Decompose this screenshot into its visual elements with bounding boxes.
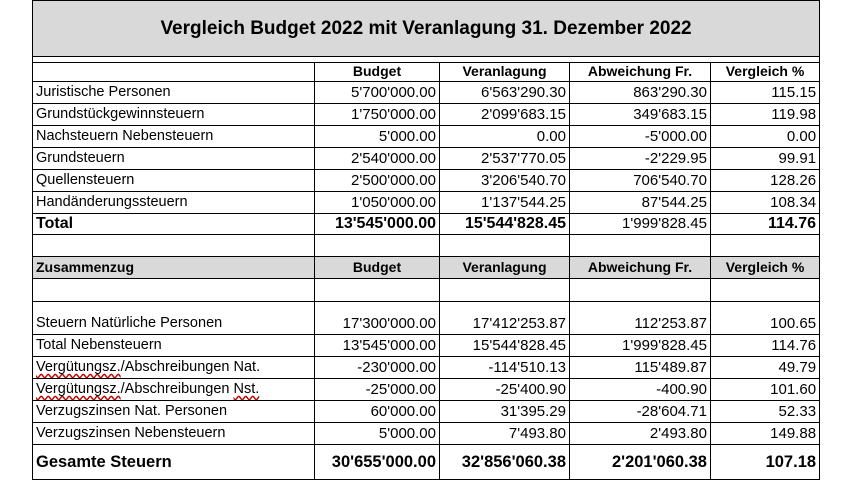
veranlagung-cell: 7'493.80 [440, 423, 570, 445]
label-suffix: /Abschreibungen Nat. [120, 359, 261, 375]
budget-cell: 60'000.00 [315, 401, 440, 423]
grand-total-veranlagung: 32'856'060.38 [440, 445, 570, 480]
table-row [33, 423, 820, 445]
vergleich-cell: 115.15 [711, 82, 820, 104]
veranlagung-cell: 31'395.29 [440, 401, 570, 423]
row-label: Total Nebensteuern [33, 335, 315, 357]
row-label: Quellensteuern [33, 170, 315, 192]
veranlagung-cell: 2'537'770.05 [440, 148, 570, 170]
vergleich-cell: 49.79 [711, 357, 820, 379]
total-abweichung: 1'999'828.45 [570, 214, 711, 235]
col-header-abweichung: Abweichung Fr. [570, 63, 711, 82]
budget-cell: 5'000.00 [315, 126, 440, 148]
budget-cell: 2'500'000.00 [315, 170, 440, 192]
veranlagung-cell: -114'510.13 [440, 357, 570, 379]
budget-cell: 17'300'000.00 [315, 313, 440, 335]
abweichung-cell: 87'544.25 [570, 192, 711, 214]
summary-header-label: Zusammenzug [33, 257, 315, 279]
vergleich-cell: 114.76 [711, 335, 820, 357]
row-label [33, 379, 315, 401]
vergleich-cell: 119.98 [711, 104, 820, 126]
table-row [33, 170, 820, 192]
col-header-vergleich: Vergleich % [711, 63, 820, 82]
vergleich-cell: 0.00 [711, 126, 820, 148]
abweichung-cell: -5'000.00 [570, 126, 711, 148]
spellcheck-word: Vergütungsz. [36, 381, 121, 397]
total-row [33, 214, 820, 235]
abweichung-cell: -2'229.95 [570, 148, 711, 170]
grand-total-budget: 30'655'000.00 [315, 445, 440, 480]
grand-total-label: Gesamte Steuern [33, 445, 315, 480]
row-label: Verzugszinsen Nebensteuern [33, 423, 315, 445]
budget-comparison-sheet [32, 0, 819, 480]
budget-table [32, 0, 820, 480]
summary-col-abweichung: Abweichung Fr. [570, 257, 711, 279]
veranlagung-cell: 15'544'828.45 [440, 335, 570, 357]
col-header-budget: Budget [315, 63, 440, 82]
summary-col-vergleich: Vergleich % [711, 257, 820, 279]
grand-total-row [33, 445, 820, 480]
total-veranlagung: 15'544'828.45 [440, 214, 570, 235]
spellcheck-word: Nst. [233, 381, 260, 397]
table-row [33, 379, 820, 401]
budget-cell: 5'000.00 [315, 423, 440, 445]
veranlagung-cell: 2'099'683.15 [440, 104, 570, 126]
vergleich-cell: 128.26 [711, 170, 820, 192]
total-vergleich: 114.76 [711, 214, 820, 235]
vergleich-cell: 52.33 [711, 401, 820, 423]
total-budget: 13'545'000.00 [315, 214, 440, 235]
budget-cell: 1'750'000.00 [315, 104, 440, 126]
budget-cell: -230'000.00 [315, 357, 440, 379]
table-row [33, 148, 820, 170]
row-label: Grundsteuern [33, 148, 315, 170]
veranlagung-cell: 0.00 [440, 126, 570, 148]
col-header-veranlagung: Veranlagung [440, 63, 570, 82]
veranlagung-cell: 3'206'540.70 [440, 170, 570, 192]
vergleich-cell: 101.60 [711, 379, 820, 401]
row-label: Grundstückgewinnsteuern [33, 104, 315, 126]
row-label [33, 357, 315, 379]
abweichung-cell: 115'489.87 [570, 357, 711, 379]
vergleich-cell: 100.65 [711, 313, 820, 335]
abweichung-cell: 1'999'828.45 [570, 335, 711, 357]
label-mid: /Abschreibungen [120, 381, 234, 397]
abweichung-cell: 2'493.80 [570, 423, 711, 445]
grand-total-abweichung: 2'201'060.38 [570, 445, 711, 480]
total-label: Total [33, 214, 315, 235]
table-row [33, 126, 820, 148]
grand-total-vergleich: 107.18 [711, 445, 820, 480]
table-row [33, 82, 820, 104]
veranlagung-cell: 1'137'544.25 [440, 192, 570, 214]
spellcheck-word: Vergütungsz. [36, 359, 121, 375]
veranlagung-cell: 17'412'253.87 [440, 313, 570, 335]
abweichung-cell: 863'290.30 [570, 82, 711, 104]
row-label: Nachsteuern Nebensteuern [33, 126, 315, 148]
table-row [33, 335, 820, 357]
row-label: Handänderungssteuern [33, 192, 315, 214]
abweichung-cell: -28'604.71 [570, 401, 711, 423]
summary-col-budget: Budget [315, 257, 440, 279]
budget-cell: 2'540'000.00 [315, 148, 440, 170]
budget-cell: 13'545'000.00 [315, 335, 440, 357]
abweichung-cell: 112'253.87 [570, 313, 711, 335]
row-label: Juristische Personen [33, 82, 315, 104]
abweichung-cell: -400.90 [570, 379, 711, 401]
abweichung-cell: 706'540.70 [570, 170, 711, 192]
row-label: Steuern Natürliche Personen [33, 313, 315, 335]
veranlagung-cell: 6'563'290.30 [440, 82, 570, 104]
summary-header-row [33, 257, 820, 279]
summary-col-veranlagung: Veranlagung [440, 257, 570, 279]
column-header-row [33, 63, 820, 82]
budget-cell: 5'700'000.00 [315, 82, 440, 104]
vergleich-cell: 99.91 [711, 148, 820, 170]
budget-cell: -25'000.00 [315, 379, 440, 401]
veranlagung-cell: -25'400.90 [440, 379, 570, 401]
table-row [33, 401, 820, 423]
table-row [33, 313, 820, 335]
vergleich-cell: 149.88 [711, 423, 820, 445]
abweichung-cell: 349'683.15 [570, 104, 711, 126]
row-label: Verzugszinsen Nat. Personen [33, 401, 315, 423]
vergleich-cell: 108.34 [711, 192, 820, 214]
table-row [33, 357, 820, 379]
table-row [33, 104, 820, 126]
table-title: Vergleich Budget 2022 mit Veranlagung 31. Dezember 2022 [33, 1, 820, 57]
budget-cell: 1'050'000.00 [315, 192, 440, 214]
table-row [33, 192, 820, 214]
